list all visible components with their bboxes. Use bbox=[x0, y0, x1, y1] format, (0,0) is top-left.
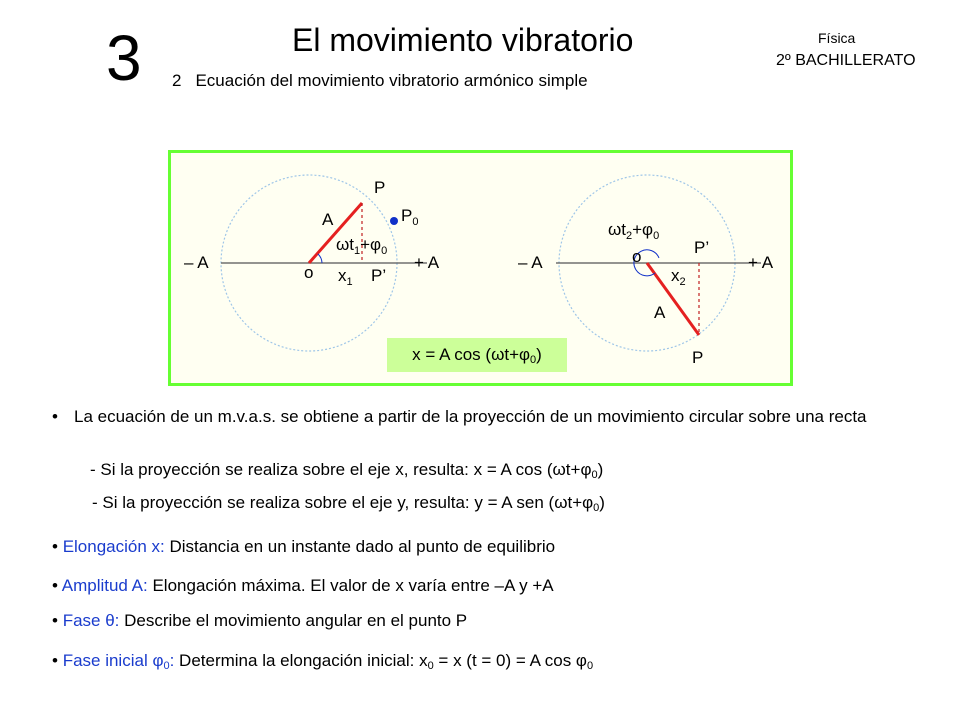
definition-elongacion bbox=[52, 535, 555, 559]
chapter-number: 3 bbox=[106, 22, 142, 94]
definition-bullet: • bbox=[52, 651, 58, 670]
definition-term: Amplitud A: bbox=[61, 576, 148, 595]
right-point-label: P bbox=[692, 348, 704, 367]
slide-title: El movimiento vibratorio bbox=[292, 22, 634, 58]
definition-term: Elongación x: bbox=[62, 537, 165, 556]
left-angle-arc bbox=[318, 254, 322, 263]
definition-fase-inicial bbox=[52, 649, 593, 678]
definition-bullet: • bbox=[52, 611, 58, 630]
left-pos-amplitude-label: + A bbox=[414, 253, 440, 272]
initial-point-label: $P_0$ bbox=[401, 206, 419, 228]
formula-sub: 0 bbox=[530, 354, 537, 366]
definition-fase bbox=[52, 609, 467, 633]
left-neg-amplitude-label: – A bbox=[184, 253, 209, 272]
section-title: Ecuación del movimiento vibratorio armónico simple bbox=[195, 71, 588, 90]
definition-bullet: • bbox=[52, 576, 58, 595]
right-elongation-label: $x_2$ bbox=[671, 266, 686, 288]
definition-bullet: • bbox=[52, 537, 58, 556]
right-origin-label: o bbox=[632, 247, 642, 266]
definition-text: Determina la elongación inicial: $x_0 = x$ (t = 0) = A $\cos \varphi_0$ bbox=[174, 651, 594, 672]
section-number: 2 bbox=[172, 71, 182, 90]
projection-y-line: - Si la proyección se realiza sobre el eje y, resulta: y = A sen $(\omega t+\varphi_0)$ bbox=[92, 493, 605, 514]
definition-text: Elongación máxima. El valor de x varía entre –A y +A bbox=[147, 576, 554, 595]
right-pos-amplitude-label: + A bbox=[748, 253, 774, 272]
intro-text: La ecuación de un m.v.a.s. se obtiene a partir de la proyección de un movimiento circular sobre una recta bbox=[74, 407, 867, 426]
definition-text: Describe el movimiento angular en el punto P bbox=[119, 611, 468, 630]
section-heading bbox=[172, 70, 588, 92]
initial-point-marker bbox=[390, 217, 398, 225]
intro-paragraph bbox=[52, 405, 906, 429]
right-radius-label: A bbox=[654, 303, 666, 322]
definition-text: Distancia en un instante dado al punto de equilibrio bbox=[164, 537, 556, 556]
right-angle-label: $\omega t_2+\varphi_0$ bbox=[608, 220, 660, 242]
definition-term: Fase θ: bbox=[62, 611, 120, 630]
formula-lead: x = A cos (ωt+φ bbox=[412, 345, 531, 364]
right-neg-amplitude-label: – A bbox=[518, 253, 543, 272]
left-angle-label: $\omega t_1+\varphi_0$ bbox=[336, 235, 388, 257]
left-projection-label: P’ bbox=[371, 266, 387, 285]
left-elongation-label: $x_1$ bbox=[338, 266, 353, 288]
diagram-panel bbox=[168, 150, 793, 386]
definition-term: Fase inicial $\varphi_0$: bbox=[62, 651, 175, 672]
projection-x-line: - Si la proyección se realiza sobre el eje x, resulta: x = A $\cos (\omega t+\varphi_0)$ bbox=[90, 460, 604, 481]
level-label: 2º BACHILLERATO bbox=[776, 52, 916, 69]
subject-label: Física bbox=[818, 30, 856, 46]
formula-tail: ) bbox=[536, 345, 542, 364]
definition-amplitud bbox=[52, 574, 554, 598]
left-point-label: P bbox=[374, 178, 386, 197]
left-radius-label: A bbox=[322, 210, 334, 229]
formula-box bbox=[387, 338, 567, 372]
right-projection-label: P’ bbox=[694, 238, 710, 257]
left-origin-label: o bbox=[304, 263, 314, 282]
intro-bullet: • bbox=[52, 407, 58, 426]
